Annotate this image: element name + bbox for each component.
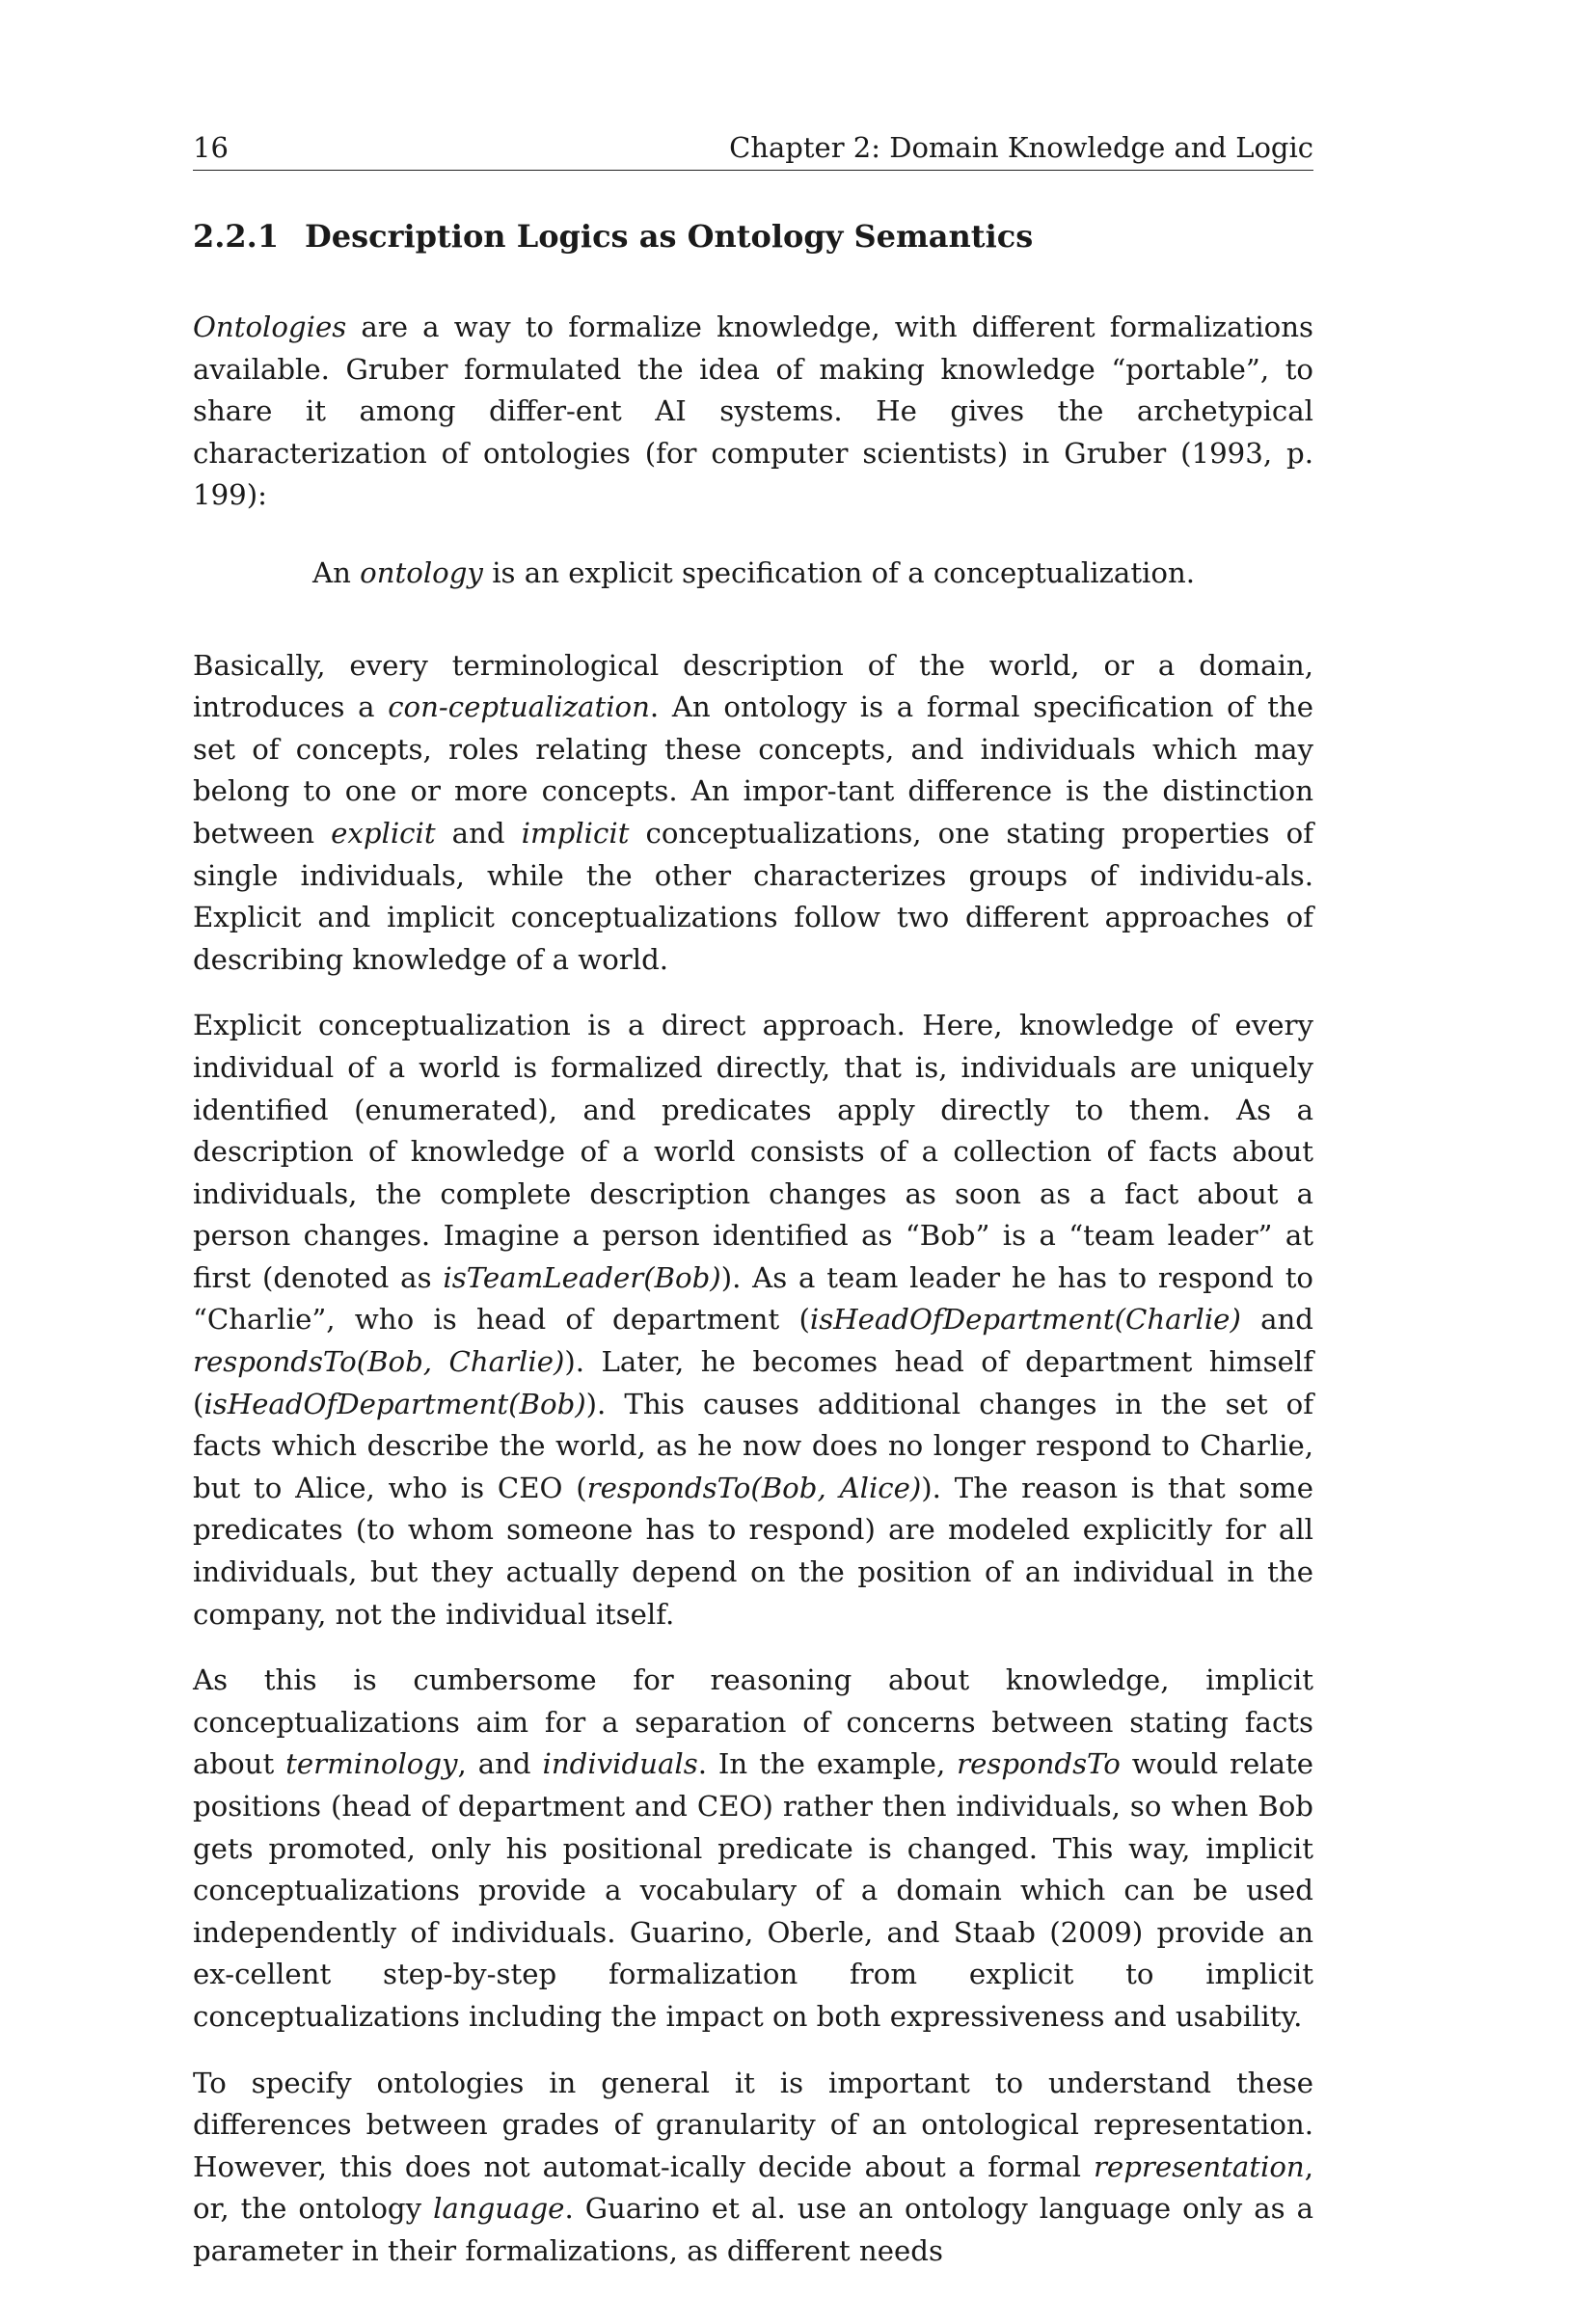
p4-b: terminology: [285, 1747, 458, 1781]
p3-k: ). The reason is that some predicates (to whom someone has to respond) are modeled explicitly for all individuals, but they actually depend on the position of an individual in the company, not the individual itself.: [193, 1471, 1314, 1631]
p2-e: and: [435, 816, 522, 850]
chapter-title: Chapter 2: Domain Knowledge and Logic: [729, 131, 1313, 164]
p3-d: isHeadOfDepartment(Charlie): [809, 1303, 1241, 1337]
p2-f: implicit: [521, 816, 630, 850]
p3-e: and: [1240, 1303, 1313, 1337]
paragraph-1-text: are a way to formalize knowledge, with different formalizations available. Gruber formulated the idea of making knowledge “portable”, to share it among differ-ent AI systems. He gives the archetypical characterization of ontologies (for computer scientists) in Gruber (1993, p. 199):: [193, 311, 1313, 512]
p3-j: respondsTo(Bob, Alice): [586, 1471, 922, 1504]
block-quote: [193, 553, 1313, 595]
section-number: 2.2.1: [193, 218, 280, 255]
p3-h: isHeadOfDepartment(Bob): [203, 1387, 586, 1420]
section-heading: [193, 218, 1313, 255]
term-ontologies: Ontologies: [193, 311, 347, 343]
p3-f: respondsTo(Bob, Charlie): [193, 1345, 565, 1379]
p5-a: To specify ontologies in general it is important to understand these differences between grades of granularity of an ontological representation. However, this does not automat-ically decide about a formal: [193, 2066, 1313, 2183]
p4-c: , and: [457, 1747, 543, 1781]
p4-e: . In the example,: [697, 1747, 958, 1781]
p4-g: would relate positions (head of department and CEO) rather then individuals, so when Bob gets promoted, only his positional predicate is changed. This way, implicit conceptualizations provide a vocabulary of a domain which can be used independently of individuals. Guarino, Oberle, and Staab (2009) provide an ex-cellent step-by-step formalization from explicit to implicit conceptualizations including the impact on both expressiveness and usability.: [193, 1747, 1313, 2033]
p4-f: respondsTo: [957, 1747, 1121, 1781]
p5-e: . Guarino et al. use an ontology language only as a parameter in their formalizations, as different needs: [193, 2192, 1313, 2267]
p2-a: Basically, every terminological description of the world, or a domain, introduces a: [193, 648, 1313, 724]
p5-d: language: [433, 2192, 565, 2226]
body-text: [193, 307, 1313, 2297]
p5-b: representation: [1093, 2149, 1305, 2183]
p3-i: ). This causes additional changes in the set of facts which describe the world, as he now does no longer respond to Charlie, but to Alice, who is CEO (: [193, 1387, 1313, 1504]
paragraph-1: [193, 307, 1313, 517]
section-title: Description Logics as Ontology Semantics: [305, 218, 1034, 255]
quote-text-c: is an explicit specification of a conceptualization.: [482, 555, 1196, 589]
p3-c: ). As a team leader he has to respond to “Charlie”, who is head of department (: [193, 1260, 1313, 1337]
p2-b: con-ceptualization: [388, 690, 650, 724]
p2-g: conceptualizations, one stating properties of single individuals, while the other characterizes groups of individu-als. Explicit and implicit conceptualizations follow two different approaches of describing knowledge of a world.: [193, 816, 1313, 976]
paragraph-3: [193, 1005, 1313, 1635]
page-number: 16: [193, 131, 229, 164]
p5-c: , or, the ontology: [193, 2149, 1313, 2226]
quote-term: ontology: [360, 555, 483, 589]
p2-c: . An ontology is a formal specification of the set of concepts, roles relating these concepts, and individuals which may belong to one or more concepts. An impor-tant difference is the distinction between: [193, 690, 1313, 850]
p3-b: isTeamLeader(Bob): [443, 1260, 721, 1294]
paragraph-4: [193, 1660, 1313, 2038]
quote-text-a: An: [312, 555, 361, 589]
p4-d: individuals: [542, 1747, 698, 1781]
paragraph-5: [193, 2063, 1313, 2273]
p3-g: ). Later, he becomes head of department himself (: [193, 1345, 1313, 1420]
p2-d: explicit: [331, 816, 436, 850]
p4-a: As this is cumbersome for reasoning about knowledge, implicit conceptualizations aim for a separation of concerns between stating facts about: [193, 1663, 1313, 1781]
paragraph-2: [193, 645, 1313, 982]
p3-a: Explicit conceptualization is a direct approach. Here, knowledge of every individual of a world is formalized directly, that is, individuals are uniquely identified (enumerated), and predicates apply directly to them. As a description of knowledge of a world consists of a collection of facts about individuals, the complete description changes as soon as a fact about a person changes. Imagine a person identified as “Bob” is a “team leader” at first (denoted as: [193, 1009, 1313, 1294]
running-header: [193, 131, 1313, 171]
